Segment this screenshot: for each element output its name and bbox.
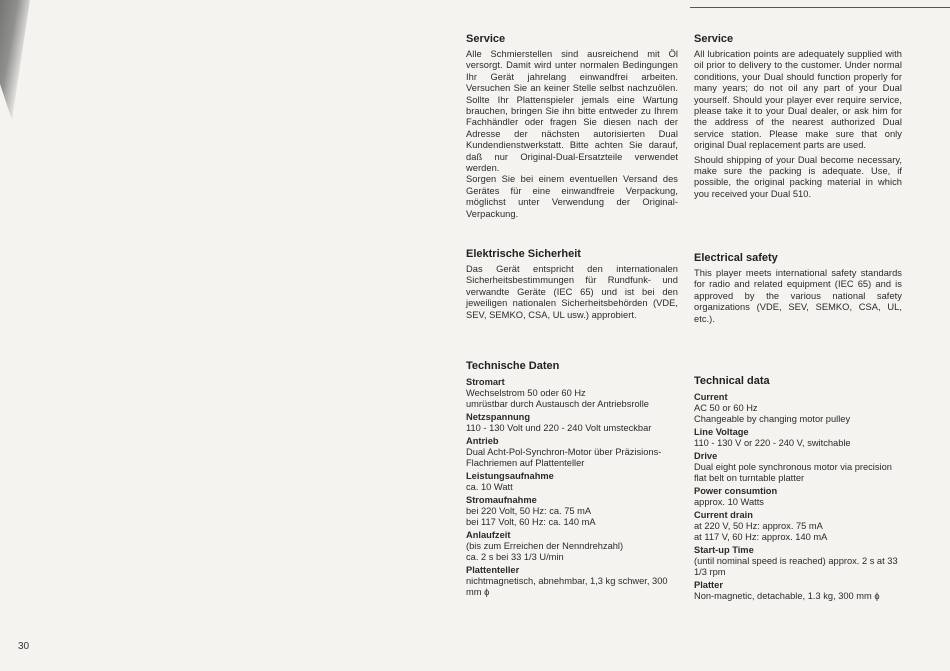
spec-value: Dual Acht-Pol-Synchron-Motor über Präzisions-Flachriemen auf Plattenteller [466, 447, 662, 468]
spec-value: at 220 V, 50 Hz: approx. 75 mA at 117 V, 60 Hz: approx. 140 mA [694, 521, 828, 542]
safety-heading-de: Elektrische Sicherheit [466, 248, 581, 260]
spec-label: Stromaufnahme [466, 495, 537, 505]
service-heading-en: Service [694, 33, 734, 45]
spec-list-en [694, 391, 902, 602]
spec-value: nichtmagnetisch, abnehmbar, 1,3 kg schwer, 300 mm ϕ [466, 576, 668, 597]
safety-heading-en: Electrical safety [694, 252, 778, 264]
spec-label: Current drain [694, 510, 753, 520]
spec-value: (until nominal speed is reached) approx. 2 s at 33 1/3 rpm [694, 556, 898, 577]
spec-label: Leistungsaufnahme [466, 471, 554, 481]
safety-paragraph-en: This player meets international safety standards for radio and related equipment (IEC 65) and is approved by the various national safety organizations (VDE, SEV, SEMKO, CSA, UL, etc.). [694, 268, 902, 324]
top-rule [690, 7, 950, 8]
spec-list-de [466, 376, 678, 598]
service-section-en [694, 33, 902, 200]
spec-value: 110 - 130 Volt und 220 - 240 Volt umsteckbar [466, 423, 652, 433]
service-section-de [466, 33, 678, 220]
spec-label: Line Voltage [694, 427, 749, 437]
spec-label: Stromart [466, 377, 505, 387]
safety-section-en [694, 252, 902, 325]
tech-heading-en: Technical data [694, 375, 770, 387]
spec-value: (bis zum Erreichen der Nenndrehzahl) ca. 2 s bei 33 1/3 U/min [466, 541, 624, 562]
spec-value: ca. 10 Watt [466, 482, 513, 492]
service-paragraph-de: Alle Schmierstellen sind ausreichend mit Öl versorgt. Damit wird unter normalen Bedingungen Ihr Gerät jahrelang einwandfrei arbeiten. Versuchen Sie an keiner Stelle selbst nachzuölen. Sollte Ihr Plattenspieler jemals eine Wartung brauchen, bringen Sie ihn bitte entweder zu Ihrem Fachhändler oder fragen Sie diesen nach der Adresse der nächsten autorisierten Dual Kundendienstwerkstatt. Bitte achten Sie darauf, daß nur Original-Dual-Ersatzteile verwendet werden. [466, 49, 678, 174]
spec-value: 110 - 130 V or 220 - 240 V, switchable [694, 438, 851, 448]
tech-heading-de: Technische Daten [466, 360, 560, 372]
scan-edge-mark [0, 0, 30, 120]
tech-section-en [694, 375, 902, 602]
shipping-paragraph-de: Sorgen Sie bei einem eventuellen Versand des Gerätes für eine einwandfreie Verpackung, möglichst unter Verwendung der Original-Verpackung. [466, 174, 678, 219]
spec-label: Antrieb [466, 436, 499, 446]
service-heading-de: Service [466, 33, 506, 45]
spec-value: AC 50 or 60 Hz Changeable by changing motor pulley [694, 403, 851, 424]
spec-label: Platter [694, 580, 723, 590]
spec-value: Wechselstrom 50 oder 60 Hz umrüstbar durch Austausch der Antriebsrolle [466, 388, 649, 409]
spec-label: Start-up Time [694, 545, 754, 555]
spec-label: Drive [694, 451, 718, 461]
service-paragraph-en: All lubrication points are adequately supplied with oil prior to delivery to the customer. Under normal conditions, your Dual should function properly for many years; do not oil any part of your Dual yourself. Should your player ever require service, please take it to your Dual dealer, or ask him for the address of the nearest authorized Dual service station. Please make sure that only original Dual replacement parts are used. [694, 49, 902, 151]
spec-value: Dual eight pole synchronous motor via precision flat belt on turntable platter [694, 462, 892, 483]
tech-section-de [466, 360, 678, 598]
spec-value: Non-magnetic, detachable, 1.3 kg, 300 mm ϕ [694, 591, 880, 601]
spec-value: bei 220 Volt, 50 Hz: ca. 75 mA bei 117 Volt, 60 Hz: ca. 140 mA [466, 506, 596, 527]
spec-label: Current [694, 392, 728, 402]
page-number: 30 [18, 641, 30, 652]
spec-label: Anlaufzeit [466, 530, 511, 540]
safety-section-de [466, 248, 678, 321]
spec-value: approx. 10 Watts [694, 497, 764, 507]
spec-label: Power consumtion [694, 486, 778, 496]
spec-label: Netzspannung [466, 412, 531, 422]
spec-label: Plattenteller [466, 565, 520, 575]
shipping-paragraph-en: Should shipping of your Dual become necessary, make sure the packing is adequate. Use, if possible, the original packing material in which you received your Dual 510. [694, 154, 902, 199]
safety-paragraph-de: Das Gerät entspricht den internationalen Sicherheitsbestimmungen für Rundfunk- und verwandte Geräte (IEC 65) und ist bei den jeweiligen nationalen Sicherheitsbehörden (VDE, SEV, SEMKO, CSA, UL usw.) approbiert. [466, 264, 678, 320]
